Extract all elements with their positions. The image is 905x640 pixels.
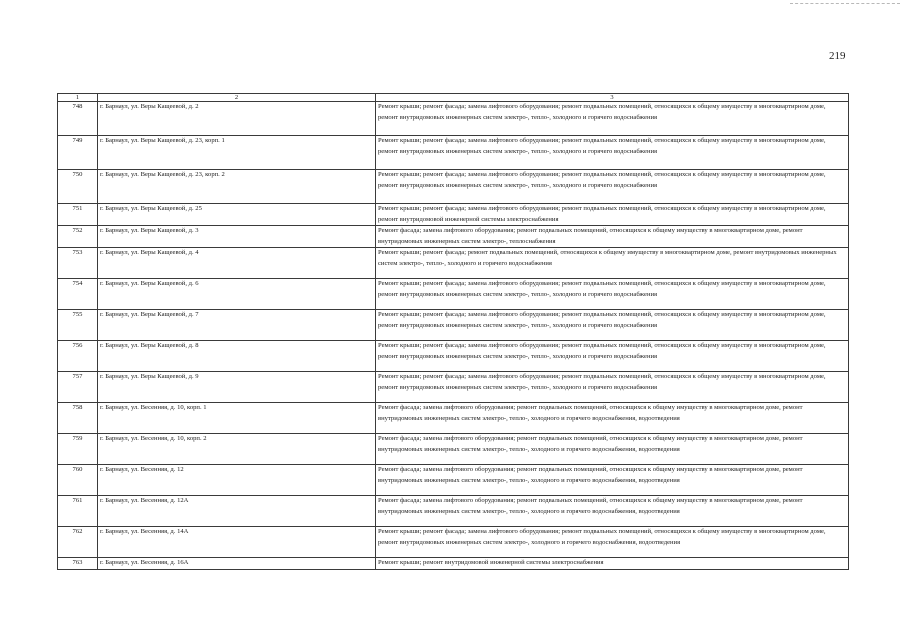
page-number: 219 [829,50,846,62]
row-address: г. Барнаул, ул. Весенняя, д. 12А [98,496,376,527]
row-works: Ремонт крыши; ремонт фасада; замена лифтового оборудования; ремонт подвальных помещений, относящихся к общему имуществу в многоквартирном доме, ремонт внутридомовых инженерных систем электро-, тепло-, холодного и горячего водоснабжения [376,279,849,310]
row-address: г. Барнаул, ул. Веры Кащеевой, д. 8 [98,341,376,372]
row-works: Ремонт фасада; замена лифтового оборудования; ремонт подвальных помещений, относящихся к общему имуществу в многоквартирном доме, ремонт внутридомовых инженерных систем электро-, тепло-, холодного и горячего водоснабжения, водоотведения [376,434,849,465]
table-header [58,94,849,102]
header-col-2: 2 [98,94,376,102]
row-works: Ремонт крыши; ремонт фасада; замена лифтового оборудования; ремонт подвальных помещений, относящихся к общему имуществу в многоквартирном доме, ремонт внутридомовой инженерной системы электроснабжения [376,204,849,226]
repair-schedule-table [57,93,849,570]
row-number: 760 [58,465,98,496]
row-number: 762 [58,527,98,558]
row-address: г. Барнаул, ул. Веры Кащеевой, д. 2 [98,102,376,136]
top-edge-rule [790,3,900,4]
row-address: г. Барнаул, ул. Весенняя, д. 12 [98,465,376,496]
table-row [58,226,849,248]
row-number: 749 [58,136,98,170]
table-row [58,434,849,465]
table-row [58,496,849,527]
row-address: г. Барнаул, ул. Весенняя, д. 10, корп. 2 [98,434,376,465]
row-address: г. Барнаул, ул. Веры Кащеевой, д. 9 [98,372,376,403]
row-number: 757 [58,372,98,403]
table-row [58,341,849,372]
row-number: 750 [58,170,98,204]
row-address: г. Барнаул, ул. Веры Кащеевой, д. 7 [98,310,376,341]
header-col-3: 3 [376,94,849,102]
table-row [58,279,849,310]
table-row [58,372,849,403]
row-number: 752 [58,226,98,248]
row-number: 755 [58,310,98,341]
table-row [58,310,849,341]
table-row [58,558,849,570]
row-number: 758 [58,403,98,434]
row-works: Ремонт фасада; замена лифтового оборудования; ремонт подвальных помещений, относящихся к общему имуществу в многоквартирном доме, ремонт внутридомовых инженерных систем электро-, тепло-, холодного и горячего водоснабжения, водоотведения [376,496,849,527]
header-col-1: 1 [58,94,98,102]
row-works: Ремонт фасада; замена лифтового оборудования; ремонт подвальных помещений, относящихся к общему имуществу в многоквартирном доме, ремонт внутридомовых инженерных систем электро-, тепло-, холодного и горячего водоснабжения, водоотведения [376,403,849,434]
row-works: Ремонт крыши; ремонт фасада; ремонт подвальных помещений, относящихся к общему имуществу в многоквартирном доме, ремонт внутридомовых инженерных систем электро-, тепло-, холодного и горячего водоснабжения [376,248,849,279]
table-row [58,248,849,279]
header-row [58,94,849,102]
row-number: 753 [58,248,98,279]
row-address: г. Барнаул, ул. Веры Кащеевой, д. 4 [98,248,376,279]
row-address: г. Барнаул, ул. Весенняя, д. 14А [98,527,376,558]
row-works: Ремонт фасада; замена лифтового оборудования; ремонт подвальных помещений, относящихся к общему имуществу в многоквартирном доме, ремонт внутридомовых инженерных систем электро-, тепло-, холодного и горячего водоснабжения, водоотведения [376,465,849,496]
row-works: Ремонт крыши; ремонт фасада; замена лифтового оборудования; ремонт подвальных помещений, относящихся к общему имуществу в многоквартирном доме, ремонт внутридомовых инженерных систем электро-, тепло-, холодного и горячего водоснабжения [376,170,849,204]
table-row [58,465,849,496]
row-number: 756 [58,341,98,372]
row-address: г. Барнаул, ул. Веры Кащеевой, д. 23, корп. 1 [98,136,376,170]
row-works: Ремонт фасада; замена лифтового оборудования; ремонт подвальных помещений, относящихся к общему имуществу в многоквартирном доме, ремонт внутридомовых инженерных систем электро-, теплоснабжения [376,226,849,248]
row-address: г. Барнаул, ул. Весенняя, д. 16А [98,558,376,570]
table-row [58,170,849,204]
row-address: г. Барнаул, ул. Веры Кащеевой, д. 3 [98,226,376,248]
row-address: г. Барнаул, ул. Веры Кащеевой, д. 25 [98,204,376,226]
table-row [58,204,849,226]
row-works: Ремонт крыши; ремонт фасада; замена лифтового оборудования; ремонт подвальных помещений, относящихся к общему имуществу в многоквартирном доме, ремонт внутридомовых инженерных систем электро-, тепло-, холодного и горячего водоснабжения [376,310,849,341]
row-number: 748 [58,102,98,136]
row-number: 763 [58,558,98,570]
table-row [58,403,849,434]
row-number: 754 [58,279,98,310]
row-number: 751 [58,204,98,226]
row-works: Ремонт крыши; ремонт фасада; замена лифтового оборудования; ремонт подвальных помещений, относящихся к общему имуществу в многоквартирном доме, ремонт внутридомовых инженерных систем электро-, тепло-, холодного и горячего водоснабжения [376,341,849,372]
row-number: 761 [58,496,98,527]
row-works: Ремонт крыши; ремонт фасада; замена лифтового оборудования; ремонт подвальных помещений, относящихся к общему имуществу в многоквартирном доме, ремонт внутридомовых инженерных систем электро-, холодного и горячего водоснабжения, водоотведения [376,527,849,558]
row-address: г. Барнаул, ул. Весенняя, д. 10, корп. 1 [98,403,376,434]
table-row [58,136,849,170]
row-works: Ремонт крыши; ремонт внутридомовой инженерной системы электроснабжения [376,558,849,570]
table-row [58,102,849,136]
row-address: г. Барнаул, ул. Веры Кащеевой, д. 6 [98,279,376,310]
row-works: Ремонт крыши; ремонт фасада; замена лифтового оборудования; ремонт подвальных помещений, относящихся к общему имуществу в многоквартирном доме, ремонт внутридомовых инженерных систем электро-, тепло-, холодного и горячего водоснабжения [376,102,849,136]
row-address: г. Барнаул, ул. Веры Кащеевой, д. 23, корп. 2 [98,170,376,204]
row-number: 759 [58,434,98,465]
table-row [58,527,849,558]
row-works: Ремонт крыши; ремонт фасада; замена лифтового оборудования; ремонт подвальных помещений, относящихся к общему имуществу в многоквартирном доме, ремонт внутридомовых инженерных систем электро-, тепло-, холодного и горячего водоснабжения [376,136,849,170]
table-body [58,102,849,570]
row-works: Ремонт крыши; ремонт фасада; замена лифтового оборудования; ремонт подвальных помещений, относящихся к общему имуществу в многоквартирном доме, ремонт внутридомовых инженерных систем электро-, тепло-, холодного и горячего водоснабжения [376,372,849,403]
